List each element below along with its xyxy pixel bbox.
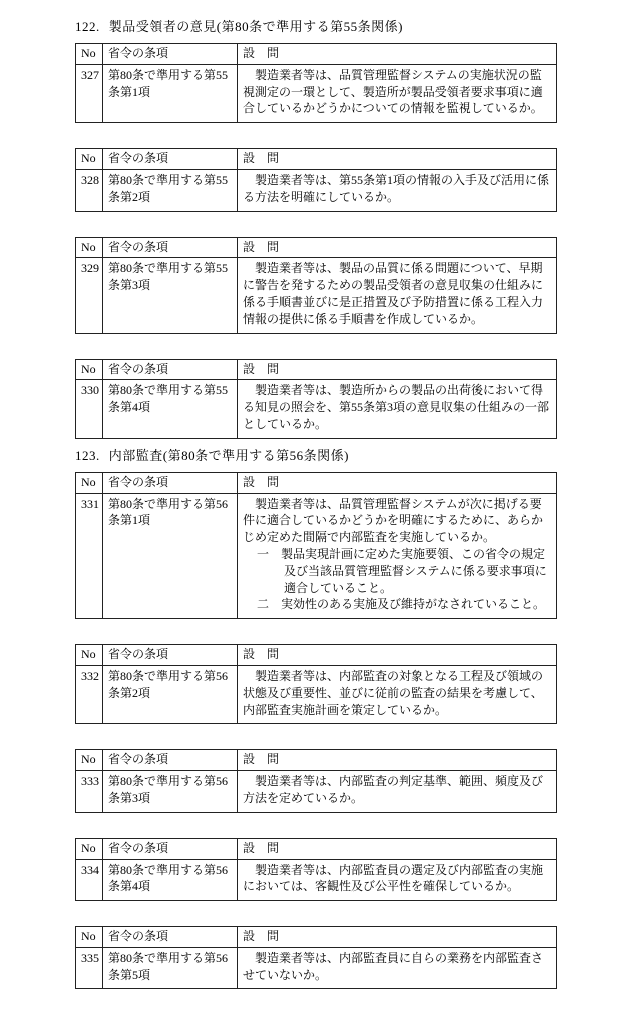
question-table-334 — [75, 838, 557, 901]
col-header-no: No — [76, 838, 103, 859]
cell-no: 327 — [76, 64, 103, 122]
table-row — [76, 169, 557, 211]
section-title — [75, 445, 556, 464]
col-header-article: 省令の条項 — [103, 927, 238, 948]
table-header-row — [76, 645, 557, 666]
cell-no: 329 — [76, 258, 103, 333]
table-row — [76, 665, 557, 723]
cell-article: 第80条で準用する第55条第3項 — [103, 258, 238, 333]
question-list-item-2: 二 実効性のある実施及び維持がなされていること。 — [257, 597, 546, 612]
question-table-332 — [75, 644, 557, 724]
col-header-no: No — [76, 237, 103, 258]
question-table-331 — [75, 472, 557, 619]
col-header-article: 省令の条項 — [103, 237, 238, 258]
table-header-row — [76, 927, 557, 948]
col-header-article: 省令の条項 — [103, 750, 238, 771]
cell-article: 第80条で準用する第56条第2項 — [103, 665, 238, 723]
col-header-question: 設 問 — [238, 750, 557, 771]
col-header-question: 設 問 — [238, 237, 557, 258]
cell-question — [238, 380, 557, 438]
col-header-question: 設 問 — [238, 645, 557, 666]
col-header-question: 設 問 — [238, 838, 557, 859]
question-text: 製造業者等は、内部監査員の選定及び内部監査の実施においては、客観性及び公平性を確保しているか。 — [243, 862, 544, 894]
cell-article: 第80条で準用する第55条第1項 — [103, 64, 238, 122]
cell-no: 330 — [76, 380, 103, 438]
col-header-no: No — [76, 927, 103, 948]
question-table-333 — [75, 749, 557, 812]
cell-article: 第80条で準用する第56条第5項 — [103, 947, 238, 989]
col-header-question: 設 問 — [238, 44, 557, 65]
section-title-text: 製品受領者の意見(第80条で準用する第55条関係) — [108, 19, 403, 34]
question-table-329 — [75, 237, 557, 334]
cell-no: 335 — [76, 947, 103, 989]
question-text: 製造業者等は、内部監査の判定基準、範囲、頻度及び方法を定めているか。 — [243, 774, 544, 805]
table-header-row — [76, 472, 557, 493]
question-text: 製造業者等は、製造所からの製品の出荷後において得る知見の照会を、第55条第3項の意見収集の仕組みの一部としているか。 — [243, 383, 550, 431]
table-header-row — [76, 44, 557, 65]
cell-question — [238, 665, 557, 723]
col-header-article: 省令の条項 — [103, 645, 238, 666]
table-header-row — [76, 237, 557, 258]
cell-question — [238, 947, 557, 989]
question-table-327 — [75, 43, 557, 123]
question-table-335 — [75, 926, 557, 989]
col-header-no: No — [76, 750, 103, 771]
table-row — [76, 493, 557, 619]
table-row — [76, 64, 557, 122]
col-header-article: 省令の条項 — [103, 359, 238, 380]
cell-question — [238, 771, 557, 813]
col-header-no: No — [76, 44, 103, 65]
question-text: 製造業者等は、内部監査員に自らの業務を内部監査させていないか。 — [243, 950, 544, 982]
table-row — [76, 947, 557, 989]
question-text: 製造業者等は、製品の品質に係る問題について、早期に警告を発するための製品受領者の意見収集の仕組みに係る手順書並びに是正措置及び予防措置に係る工程入力情報の提供に係る手順書を作成しているか。 — [243, 261, 544, 326]
cell-no: 332 — [76, 665, 103, 723]
question-text: 製造業者等は、品質管理監督システムの実施状況の監視測定の一環として、製造所が製品受領者要求事項に適合しているかどうかについての情報を監視しているか。 — [243, 67, 543, 116]
section-title-text: 内部監査(第80条で準用する第56条関係) — [108, 447, 349, 463]
section-number: 122. — [75, 19, 100, 34]
table-row — [76, 380, 557, 438]
cell-question — [238, 493, 557, 619]
section-title — [75, 16, 556, 35]
table-header-row — [76, 149, 557, 170]
col-header-article: 省令の条項 — [103, 149, 238, 170]
section-122 — [75, 16, 556, 439]
cell-question — [238, 258, 557, 333]
cell-question — [238, 64, 557, 122]
question-text: 製造業者等は、品質管理監督システムが次に掲げる要件に適合しているかどうかを明確にするために、あらかじめ定めた間隔で内部監査を実施しているか。 — [243, 496, 544, 545]
question-table-330 — [75, 359, 557, 439]
table-header-row — [76, 838, 557, 859]
col-header-no: No — [76, 645, 103, 666]
question-table-328 — [75, 148, 557, 211]
question-list-item-1: 一 製品実現計画に定めた実施要領、この省令の規定及び当該品質管理監督システムに係る要求事項に適合していること。 — [257, 546, 547, 595]
cell-no: 328 — [76, 169, 103, 211]
cell-question — [238, 859, 557, 901]
section-123 — [75, 445, 556, 990]
col-header-no: No — [76, 472, 103, 493]
section-number: 123. — [75, 447, 100, 463]
table-header-row — [76, 359, 557, 380]
table-row — [76, 771, 557, 813]
table-row — [76, 859, 557, 901]
cell-article: 第80条で準用する第55条第2項 — [103, 169, 238, 211]
col-header-article: 省令の条項 — [103, 44, 238, 65]
cell-no: 331 — [76, 493, 103, 619]
cell-article: 第80条で準用する第55条第4項 — [103, 380, 238, 438]
cell-no: 333 — [76, 771, 103, 813]
col-header-article: 省令の条項 — [103, 472, 238, 493]
cell-question — [238, 169, 557, 211]
cell-no: 334 — [76, 859, 103, 901]
col-header-question: 設 問 — [238, 927, 557, 948]
col-header-question: 設 問 — [238, 359, 557, 380]
question-text: 製造業者等は、第55条第1項の情報の入手及び活用に係る方法を明確にしているか。 — [243, 172, 550, 204]
table-header-row — [76, 750, 557, 771]
section-gap — [75, 439, 556, 443]
question-text: 製造業者等は、内部監査の対象となる工程及び領域の状態及び重要性、並びに従前の監査の結果を考慮して、内部監査実施計画を策定しているか。 — [243, 668, 544, 717]
table-row — [76, 258, 557, 333]
col-header-no: No — [76, 149, 103, 170]
col-header-question: 設 問 — [238, 149, 557, 170]
cell-article: 第80条で準用する第56条第3項 — [103, 771, 238, 813]
cell-article: 第80条で準用する第56条第4項 — [103, 859, 238, 901]
cell-article: 第80条で準用する第56条第1項 — [103, 493, 238, 619]
col-header-question: 設 問 — [238, 472, 557, 493]
col-header-no: No — [76, 359, 103, 380]
col-header-article: 省令の条項 — [103, 838, 238, 859]
